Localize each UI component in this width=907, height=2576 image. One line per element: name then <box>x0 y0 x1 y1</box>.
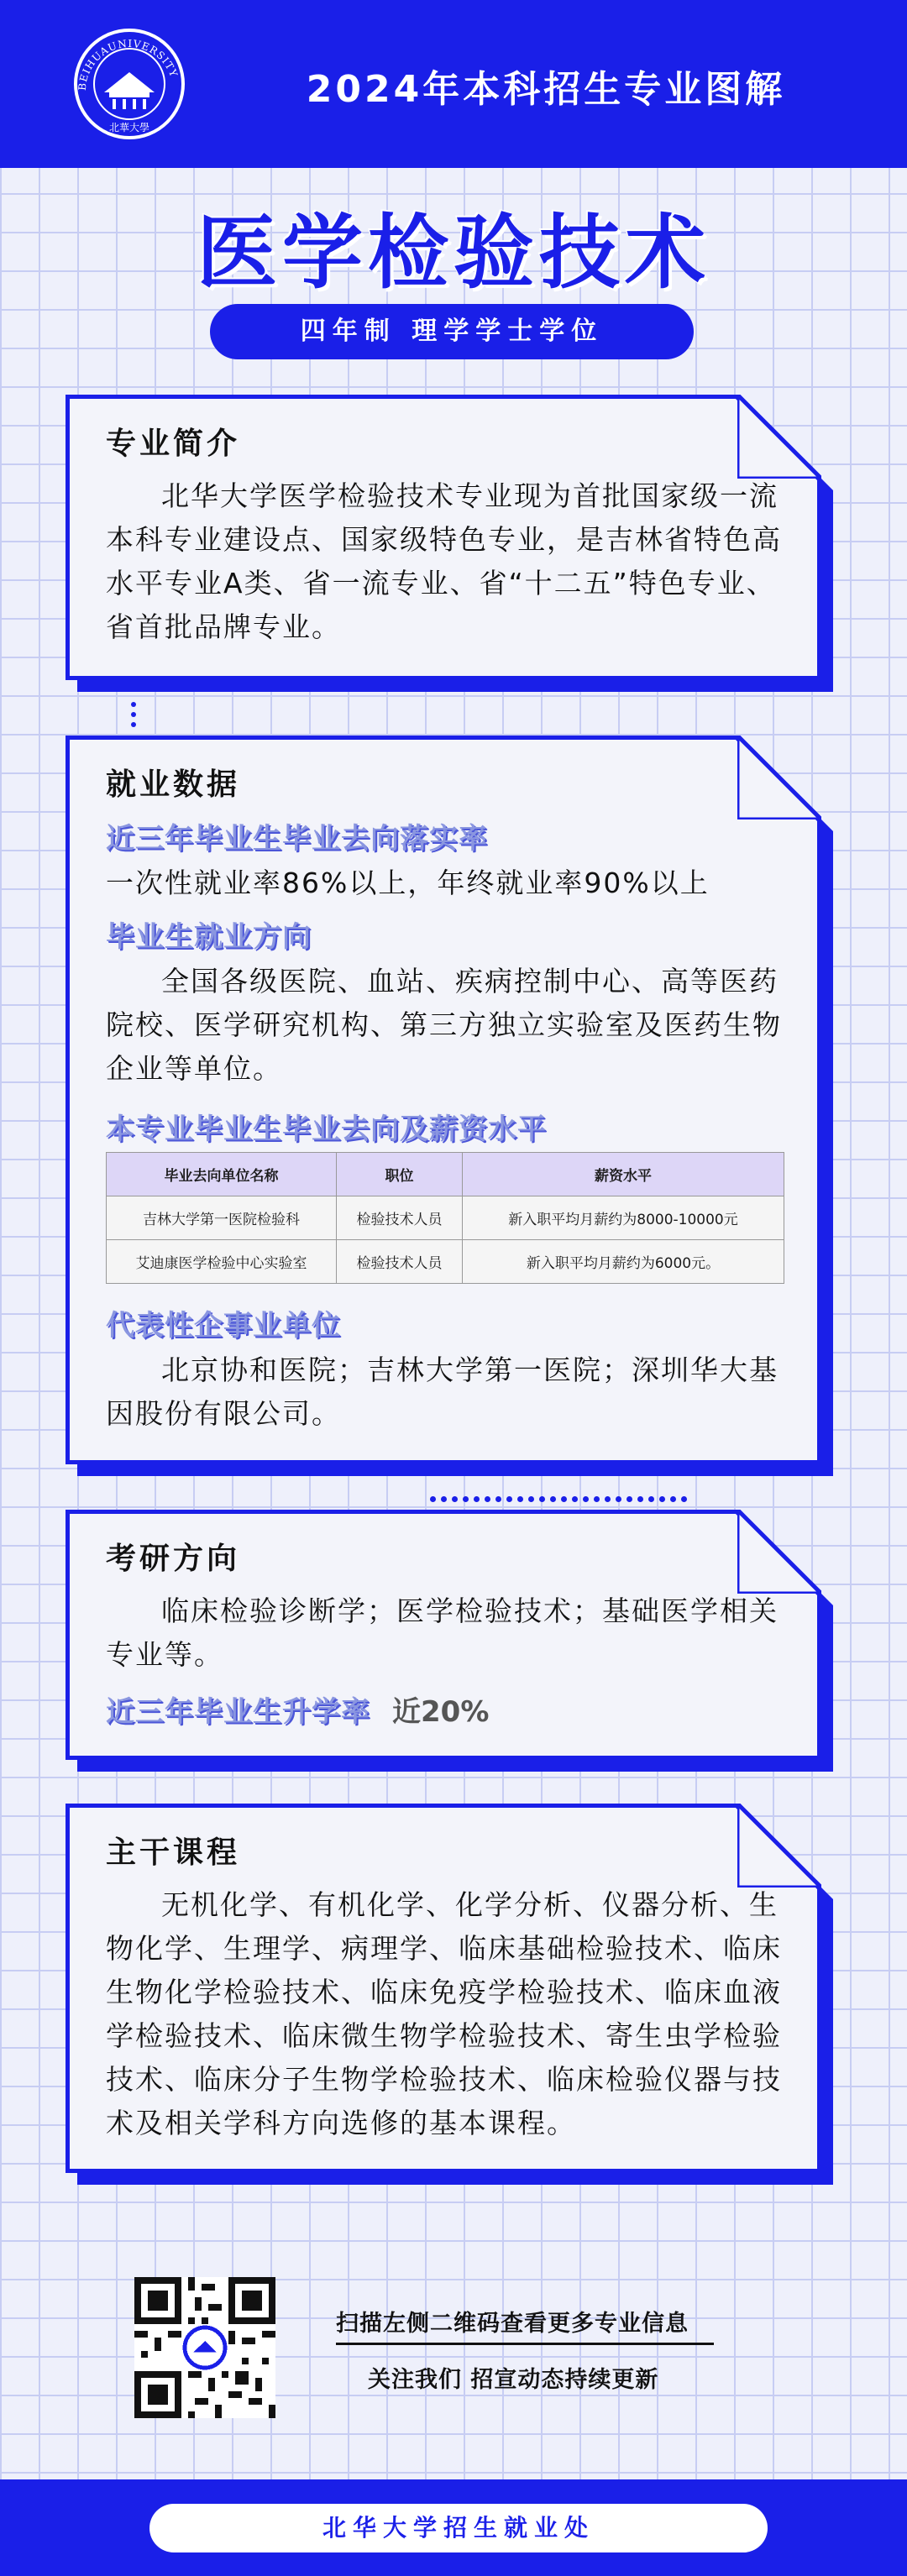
table-cell: 新入职平均月薪约为6000元。 <box>463 1240 784 1284</box>
svg-text:北華大學: 北華大學 <box>108 122 150 134</box>
qr-caption-primary: 扫描左侧二维码查看更多专业信息 <box>336 2311 689 2337</box>
intro-text: 北华大学医学检验技术专业现为首批国家级一流本科专业建设点、国家级特色专业，是吉林省特色高水平专业A类、省一流专业、省“十二五”特色专业、省首批品牌专业。 <box>106 479 782 643</box>
divider <box>336 2343 714 2345</box>
header-title: 2024年本科招生专业图解 <box>306 68 786 111</box>
salary-table <box>106 1152 784 1284</box>
courses-card <box>66 1804 821 2173</box>
table-row <box>107 1240 784 1284</box>
employment-title: 就业数据 <box>106 767 241 802</box>
salary-heading: 本专业毕业生毕业去向及薪资水平 <box>106 1113 547 1146</box>
qr-code-icon[interactable] <box>134 2277 275 2418</box>
employers-heading: 代表性企事业单位 <box>106 1309 341 1343</box>
table-header-cell: 毕业去向单位名称 <box>107 1153 337 1196</box>
postgrad-title: 考研方向 <box>106 1542 241 1576</box>
postgrad-rate-value: 近20% <box>392 1695 490 1729</box>
table-row <box>107 1196 784 1240</box>
employment-rate-heading: 近三年毕业生毕业去向落实率 <box>106 822 488 856</box>
postgrad-text: 临床检验诊断学；医学检验技术；基础医学相关专业等。 <box>106 1594 779 1671</box>
postgrad-rate-row <box>106 1689 788 1730</box>
degree-badge: 四年制 理学学士学位 <box>210 304 694 359</box>
connector-dots <box>131 702 136 736</box>
university-logo <box>62 25 197 143</box>
employment-direction-text: 全国各级医院、血站、疾病控制中心、高等医药院校、医学研究机构、第三方独立实验室及医药生物企业等单位。 <box>106 965 782 1085</box>
table-header-cell: 薪资水平 <box>463 1153 784 1196</box>
courses-text: 无机化学、有机化学、化学分析、仪器分析、生物化学、生理学、病理学、临床基础检验技术、临床生物化学检验技术、临床免疫学检验技术、临床血液学检验技术、临床微生物学检验技术、寄生虫学检验技术、临床分子生物学检验技术、临床检验仪器与技术及相关学科方向选修的基本课程。 <box>106 1888 782 2139</box>
postgrad-rate-label: 近三年毕业生升学率 <box>106 1695 370 1729</box>
table-header-row <box>107 1153 784 1196</box>
qr-caption-secondary: 关注我们 招宣动态持续更新 <box>368 2367 659 2393</box>
table-cell: 新入职平均月薪约为8000-10000元 <box>463 1196 784 1240</box>
intro-card <box>66 395 821 680</box>
table-cell: 艾迪康医学检验中心实验室 <box>107 1240 337 1284</box>
table-cell: 吉林大学第一医院检验科 <box>107 1196 337 1240</box>
svg-text:BEIHUAUNIVERSITY: BEIHUAUNIVERSITY <box>76 37 181 92</box>
table-header-cell: 职位 <box>337 1153 463 1196</box>
employment-direction-heading: 毕业生就业方向 <box>106 920 312 954</box>
page-header <box>0 0 907 168</box>
connector-dots <box>430 1496 687 1502</box>
office-name: 北华大学招生就业处 <box>149 2504 768 2552</box>
page-title: 医学检验技术 <box>197 206 710 300</box>
table-cell: 检验技术人员 <box>337 1196 463 1240</box>
employment-rate-text: 一次性就业率86%以上，年终就业率90%以上 <box>106 867 710 899</box>
intro-title: 专业简介 <box>106 427 241 461</box>
table-cell: 检验技术人员 <box>337 1240 463 1284</box>
employers-text: 北京协和医院；吉林大学第一医院；深圳华大基因股份有限公司。 <box>106 1353 779 1430</box>
employment-card <box>66 736 821 1464</box>
courses-title: 主干课程 <box>106 1835 241 1870</box>
postgrad-card <box>66 1510 821 1760</box>
